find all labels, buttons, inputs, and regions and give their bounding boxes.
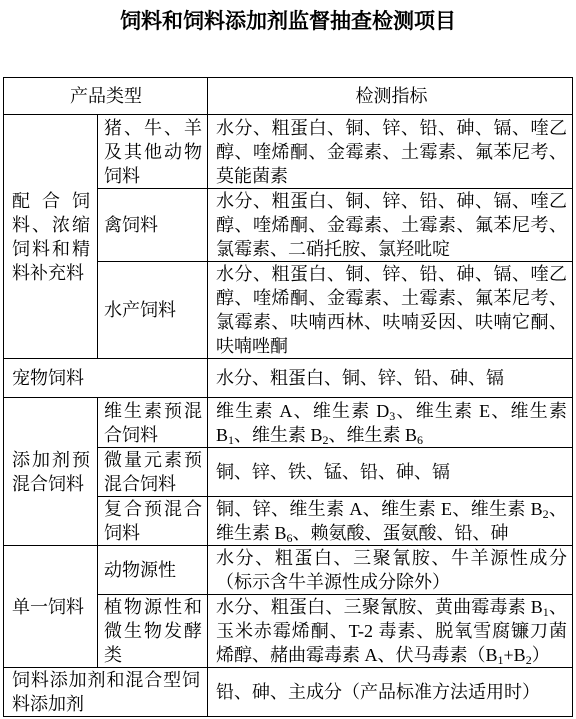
- subcategory-cell: [98, 595, 208, 668]
- header-test-items-cell: [208, 78, 573, 115]
- subcategory-cell: [98, 115, 208, 189]
- test-items-text: [216, 497, 567, 545]
- subcategory-cell: [98, 262, 208, 359]
- text-run: 、维生素 B: [328, 424, 418, 445]
- text-run: 、维生素 B: [216, 499, 568, 543]
- subscript: 1: [228, 432, 235, 447]
- subscript: 6: [417, 432, 424, 447]
- text-run: 、玉米赤霉烯酮、T-2 毒素、脱氧雪腐镰刀菌烯醇、赭曲霉毒素 A、伏马毒素（B: [216, 597, 568, 665]
- subcategory-label: 复合预混合饲料: [104, 499, 202, 543]
- text-run: 、维生素 E、维生素 B: [216, 400, 567, 445]
- subscript: 2: [322, 432, 329, 447]
- test-items-cell: [208, 189, 573, 262]
- text-run: 铅、砷、主成分（产品标准方法适用时）: [216, 682, 540, 702]
- subscript: 6: [286, 531, 293, 545]
- category-label: 配合饲料、浓缩饲料和精料补充料: [12, 190, 90, 283]
- test-items-text: [216, 116, 567, 188]
- subcategory-cell: [98, 398, 208, 448]
- test-items-text: [216, 680, 567, 704]
- test-items-text: [216, 595, 567, 667]
- header-product-type: 产品类型: [70, 86, 142, 106]
- category-cell: [4, 668, 208, 717]
- subcategory-cell: [98, 448, 208, 497]
- header-test-items: 检测指标: [355, 86, 428, 106]
- text-run: 水分、粗蛋白、铜、锌、铅、砷、镉、喹乙醇、喹烯酮、金霉素、土霉素、氟苯尼考、氯霉素、呋喃西林、呋喃妥因、呋喃它酮、呋喃唑酮: [216, 264, 567, 356]
- test-items-text: [216, 546, 567, 594]
- text-run: 、赖氨酸、蛋氨酸、铅、砷: [292, 523, 509, 543]
- test-items-cell: [208, 359, 573, 398]
- test-items-text: [216, 460, 567, 484]
- test-items-cell: [208, 497, 573, 546]
- subcategory-label: 水产饲料: [104, 300, 176, 320]
- category-label: 添加剂预混合饲料: [12, 449, 90, 494]
- subcategory-cell: [98, 497, 208, 546]
- test-items-text: [216, 399, 567, 447]
- category-cell: [4, 115, 98, 359]
- test-items-cell: [208, 262, 573, 359]
- subscript: 2: [525, 653, 532, 667]
- page-title: 饲料和饲料添加剂监督抽查检测项目: [120, 9, 456, 33]
- text-run: 铜、锌、维生素 A、维生素 E、维生素 B: [216, 499, 543, 519]
- subcategory-label: 禽饲料: [104, 215, 158, 235]
- header-product-type-cell: [4, 78, 208, 115]
- text-run: 水分、粗蛋白、铜、锌、铅、砷、镉、喹乙醇、喹烯酮、金霉素、土霉素、氟苯尼考、莫能菌素: [216, 117, 567, 186]
- category-label: 宠物饲料: [12, 368, 84, 388]
- category-label: 单一饲料: [12, 596, 84, 617]
- test-items-text: [216, 366, 567, 390]
- inspection-table: [3, 77, 573, 717]
- subscript: 1: [497, 653, 504, 667]
- subcategory-label: 微量元素预混合饲料: [104, 450, 202, 494]
- text-run: 水分、粗蛋白、铜、锌、铅、砷、镉、喹乙醇、喹烯酮、金霉素、土霉素、氟苯尼考、氯霉素、二硝托胺、氯羟吡啶: [216, 191, 567, 259]
- test-items-text: [216, 262, 567, 358]
- subscript: 3: [389, 408, 396, 423]
- subscript: 1: [542, 605, 549, 619]
- category-cell: [4, 398, 98, 546]
- test-items-cell: [208, 115, 573, 189]
- text-run: 维生素 A、维生素 D: [216, 400, 390, 421]
- text-run: 、维生素 B: [234, 424, 323, 445]
- test-items-text: [216, 189, 567, 261]
- test-items-cell: [208, 448, 573, 497]
- category-cell: [4, 546, 98, 668]
- subcategory-label: 维生素预混合饲料: [104, 400, 202, 445]
- text-run: ）: [531, 645, 550, 665]
- test-items-cell: [208, 398, 573, 448]
- text-run: 水分、粗蛋白、铜、锌、铅、砷、镉: [216, 368, 504, 388]
- test-items-cell: [208, 546, 573, 595]
- test-items-cell: [208, 595, 573, 668]
- text-run: 水分、粗蛋白、三聚氰胺、黄曲霉毒素 B: [216, 597, 543, 617]
- subcategory-cell: [98, 546, 208, 595]
- text-run: +B: [503, 645, 526, 665]
- test-items-cell: [208, 668, 573, 717]
- category-label: 饲料添加剂和混合型饲料添加剂: [12, 670, 200, 714]
- category-cell: [4, 359, 208, 398]
- text-run: 水分、粗蛋白、三聚氰胺、牛羊源性成分（标示含牛羊源性成分除外）: [216, 548, 567, 592]
- subcategory-cell: [98, 189, 208, 262]
- subscript: 2: [542, 507, 549, 521]
- text-run: 铜、锌、铁、锰、铅、砷、镉: [216, 462, 450, 482]
- subcategory-label: 动物源性: [104, 560, 176, 580]
- subcategory-label: 猪、牛、羊及其他动物饲料: [104, 117, 202, 186]
- subcategory-label: 植物源性和微生物发酵类: [104, 597, 202, 665]
